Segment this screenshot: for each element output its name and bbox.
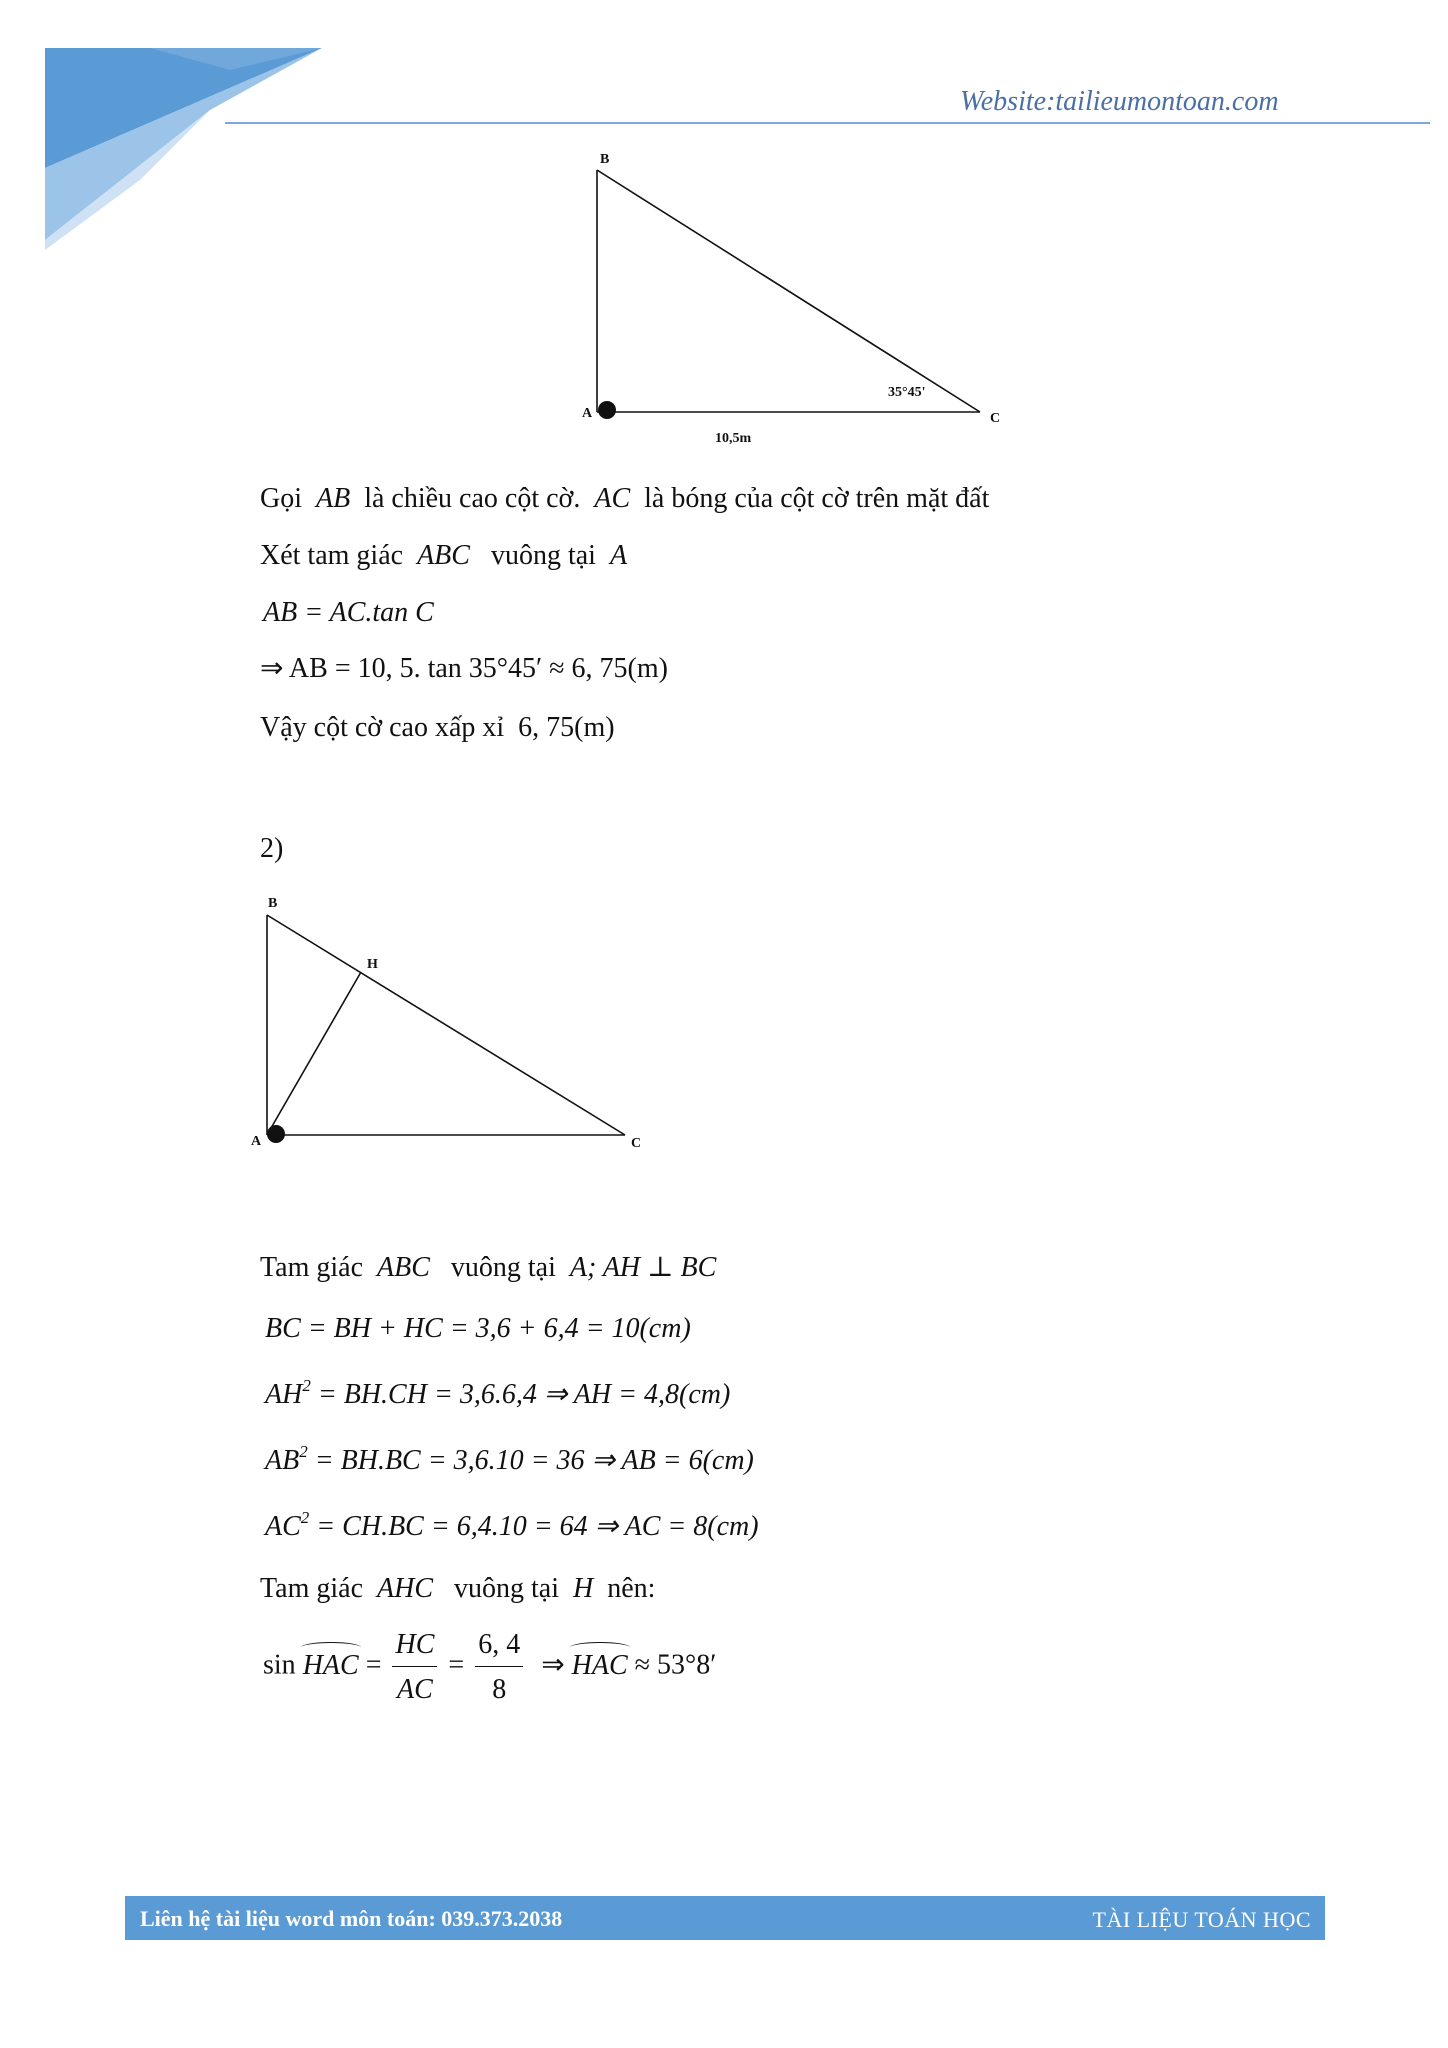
line-xet: Xét tam giác ABC vuông tại A: [260, 540, 628, 571]
line-tam-giac-abc: Tam giác ABC vuông tại A; AH ⊥ BC: [260, 1252, 717, 1283]
eq-sin-hac: sin HAC = $\frac{HC}{AC}$ = $\frac{6, 4}{8}$ ⇒ HAC ≈ 53°8′: [263, 1629, 717, 1705]
label-b: B: [600, 152, 610, 167]
footer-bar: [125, 1896, 1325, 1940]
footer-contact: Liên hệ tài liệu word môn toán: 039.373.2038: [140, 1906, 563, 1931]
eq-ab-tan: AB = AC.tan C: [263, 597, 434, 628]
line-conclusion: Vậy cột cờ cao xấp xỉ 6, 75(m): [260, 712, 615, 743]
triangle-figure-1: [560, 140, 1020, 450]
label-a: A: [251, 1134, 262, 1149]
label-h: H: [367, 957, 378, 972]
line-tam-giac-ahc: Tam giác AHC vuông tại H nên:: [260, 1573, 656, 1604]
label-b: B: [268, 896, 278, 911]
label-c: C: [631, 1136, 642, 1151]
corner-decoration: [0, 0, 330, 250]
eq-ab: $AB^2 = BH.BC = 3,6.10 = 36$ ⇒ AB = 6(cm): [265, 1442, 754, 1476]
line-goi: Gọi AB là chiều cao cột cờ. AC là bóng của cột cờ trên mặt đất: [260, 483, 990, 514]
eq-ah: $AH^2 = BH.CH = 3,6.6,4$ ⇒ AH = 4,8(cm): [265, 1376, 731, 1410]
base-label: 10,5m: [715, 431, 752, 446]
label-a: A: [582, 406, 593, 421]
eq-ac: $AC^2 = CH.BC = 6,4.10 = 64$ ⇒ AC = 8(cm): [265, 1508, 759, 1542]
eq-bc: BC = BH + HC = 3,6 + 6,4 = 10(cm): [265, 1313, 691, 1344]
website-url: Website:tailieumontoan.com: [960, 86, 1279, 117]
section-2-number: 2): [260, 833, 284, 864]
label-c: C: [990, 411, 1001, 426]
footer-brand: TÀI LIỆU TOÁN HỌC: [1092, 1907, 1311, 1932]
angle-label: 35°45': [888, 385, 926, 400]
header-divider: [225, 122, 1430, 124]
eq-ab-value: ⇒ AB = 10, 5. tan 35°45′ ≈ 6, 75(m): [260, 653, 668, 684]
triangle-figure-2: [245, 895, 665, 1155]
